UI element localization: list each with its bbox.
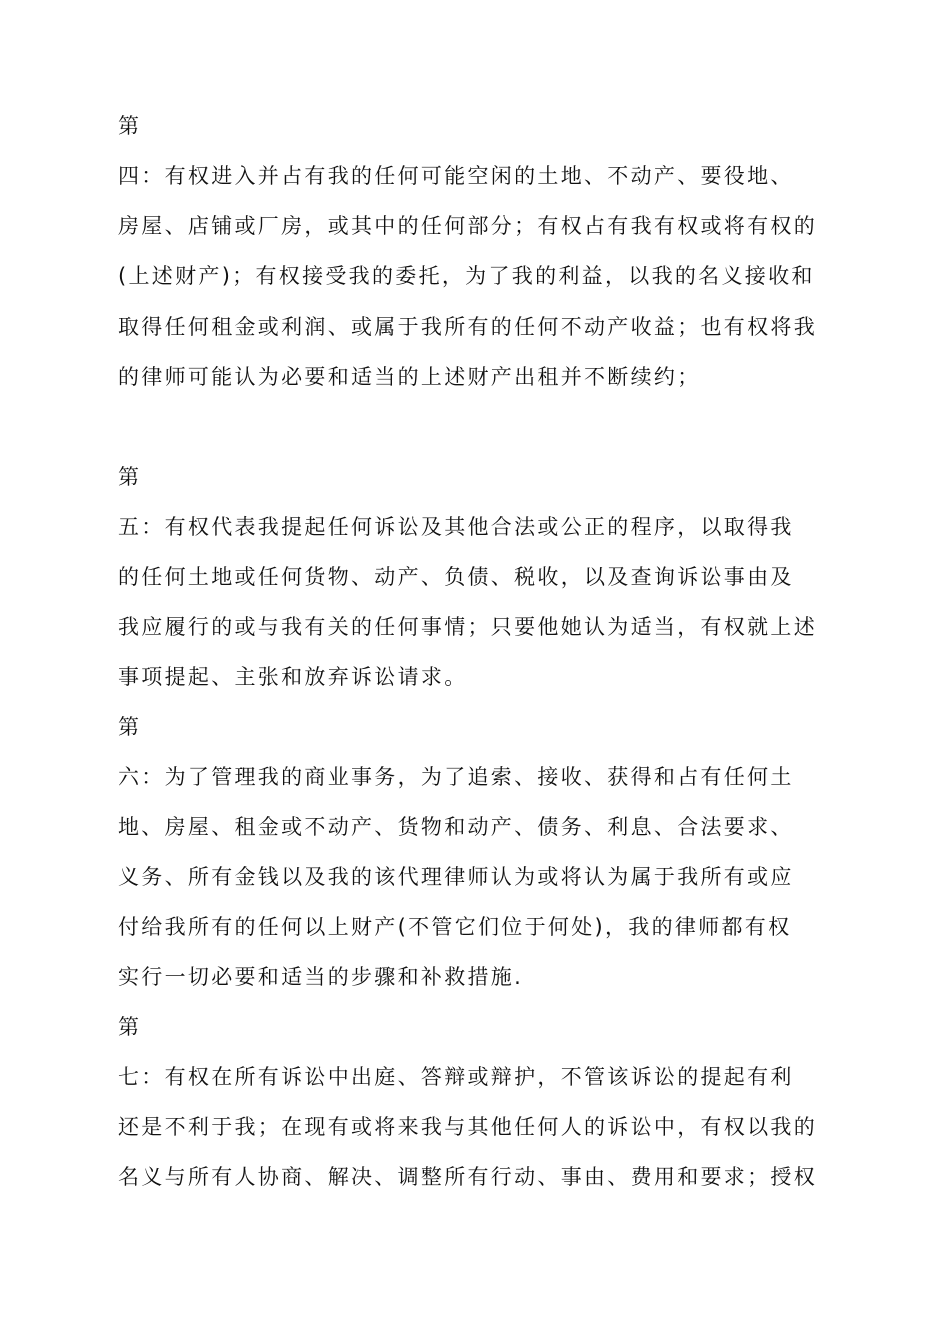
section-7-line-1: 七：有权在所有诉讼中出庭、答辩或辩护，不管该诉讼的提起有利 bbox=[118, 1065, 794, 1089]
section-4-line-3: (上述财产)；有权接受我的委托，为了我的利益，以我的名义接收和 bbox=[118, 264, 815, 288]
section-4-line-5: 的律师可能认为必要和适当的上述财产出租并不断续约； bbox=[118, 365, 701, 389]
section-4-heading: 第 bbox=[118, 114, 142, 138]
section-7-line-2: 还是不利于我；在现有或将来我与其他任何人的诉讼中，有权以我的 bbox=[118, 1115, 817, 1139]
section-5-line-3: 我应履行的或与我有关的任何事情；只要他她认为适当，有权就上述 bbox=[118, 615, 817, 639]
section-5-line-4: 事项提起、主张和放弃诉讼请求。 bbox=[118, 665, 468, 689]
section-6-line-5: 实行一切必要和适当的步骤和补救措施. bbox=[118, 965, 524, 989]
section-5-heading: 第 bbox=[118, 465, 142, 489]
section-6-heading: 第 bbox=[118, 715, 142, 739]
section-6-line-4: 付给我所有的任何以上财产(不管它们位于何处)，我的律师都有权 bbox=[118, 915, 792, 939]
section-4-line-2: 房屋、店铺或厂房，或其中的任何部分；有权占有我有权或将有权的 bbox=[118, 214, 817, 238]
section-4-line-1: 四：有权进入并占有我的任何可能空闲的土地、不动产、要役地、 bbox=[118, 164, 794, 188]
section-4-line-4: 取得任何租金或利润、或属于我所有的任何不动产收益；也有权将我 bbox=[118, 315, 817, 339]
section-5-line-1: 五：有权代表我提起任何诉讼及其他合法或公正的程序，以取得我 bbox=[118, 515, 794, 539]
section-6-line-2: 地、房屋、租金或不动产、货物和动产、债务、利息、合法要求、 bbox=[118, 815, 794, 839]
section-6-line-1: 六：为了管理我的商业事务，为了追索、接收、获得和占有任何土 bbox=[118, 765, 794, 789]
section-6-line-3: 义务、所有金钱以及我的该代理律师认为或将认为属于我所有或应 bbox=[118, 865, 794, 889]
section-5-line-2: 的任何土地或任何货物、动产、负债、税收，以及查询诉讼事由及 bbox=[118, 565, 794, 589]
section-7-heading: 第 bbox=[118, 1015, 142, 1039]
section-7-line-3: 名义与所有人协商、解决、调整所有行动、事由、费用和要求；授权 bbox=[118, 1165, 817, 1189]
